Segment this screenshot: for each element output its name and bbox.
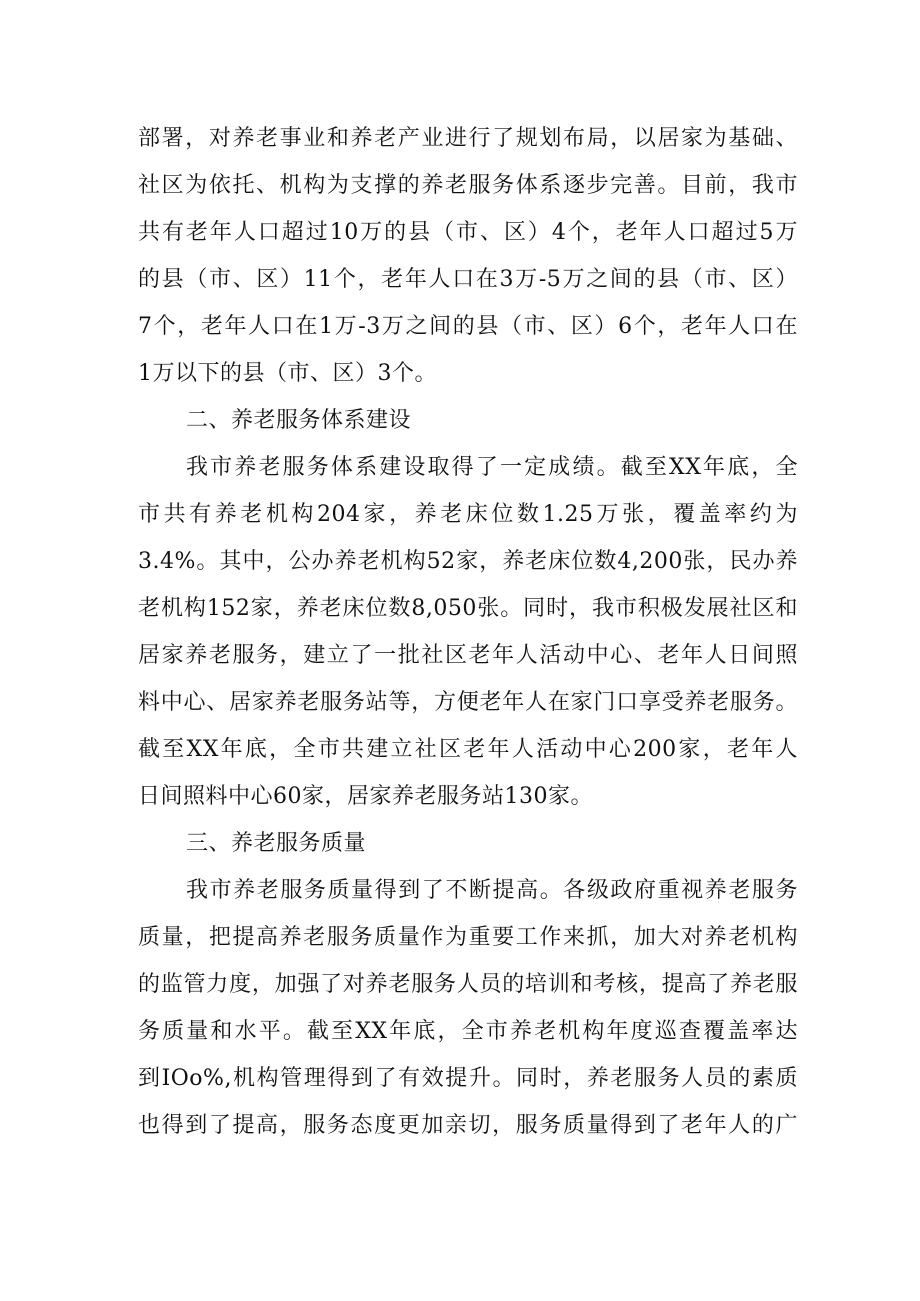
section-heading-service-quality xyxy=(138,820,798,867)
document-body xyxy=(138,115,798,1149)
section-heading: 二、养老服务体系建设 xyxy=(186,408,412,433)
text-line: 居家养老服务，建立了一批社区老年人活动中心、老年人日间照 xyxy=(138,643,798,668)
section-heading-service-system xyxy=(138,397,798,444)
text-line: 市共有养老机构204家，养老床位数1.25万张，覆盖率约为 xyxy=(138,502,798,527)
text-line: 7个，老年人口在1万-3万之间的县（市、区）6个，老年人口在 xyxy=(138,314,798,339)
text-line: 务质量和水平。截至XX年底，全市养老机构年度巡查覆盖率达 xyxy=(138,1019,798,1044)
text-line: 老机构152家，养老床位数8,050张。同时，我市积极发展社区和 xyxy=(138,596,798,621)
text-line: 社区为依托、机构为支撑的养老服务体系逐步完善。目前，我市 xyxy=(138,173,798,198)
text-line: 质量，把提高养老服务质量作为重要工作来抓，加大对养老机构 xyxy=(138,925,798,950)
text-line: 我市养老服务体系建设取得了一定成绩。截至XX年底，全 xyxy=(186,455,798,480)
text-line: 也得到了提高，服务态度更加亲切，服务质量得到了老年人的广 xyxy=(138,1113,798,1138)
text-line: 共有老年人口超过10万的县（市、区）4个，老年人口超过5万 xyxy=(138,220,798,245)
text-line: 到IOo%,机构管理得到了有效提升。同时，养老服务人员的素质 xyxy=(138,1066,798,1091)
section-heading: 三、养老服务质量 xyxy=(186,831,367,856)
paragraph-service-system xyxy=(138,444,798,820)
text-line: 部署，对养老事业和养老产业进行了规划布局，以居家为基础、 xyxy=(138,126,798,151)
text-line: 截至XX年底，全市共建立社区老年人活动中心200家，老年人 xyxy=(138,737,798,762)
paragraph-service-quality xyxy=(138,867,798,1149)
text-line: 1万以下的县（市、区）3个。 xyxy=(138,361,437,386)
text-line: 3.4%。其中，公办养老机构52家，养老床位数4,200张，民办养 xyxy=(138,549,798,574)
text-line: 料中心、居家养老服务站等，方便老年人在家门口享受养老服务。 xyxy=(138,690,798,715)
text-line: 我市养老服务质量得到了不断提高。各级政府重视养老服务 xyxy=(186,878,798,903)
text-line: 的县（市、区）11个，老年人口在3万-5万之间的县（市、区） xyxy=(138,267,798,292)
paragraph-elderly-population xyxy=(138,115,798,397)
text-line: 日间照料中心60家，居家养老服务站130家。 xyxy=(138,784,593,809)
text-line: 的监管力度，加强了对养老服务人员的培训和考核，提高了养老服 xyxy=(138,972,798,997)
